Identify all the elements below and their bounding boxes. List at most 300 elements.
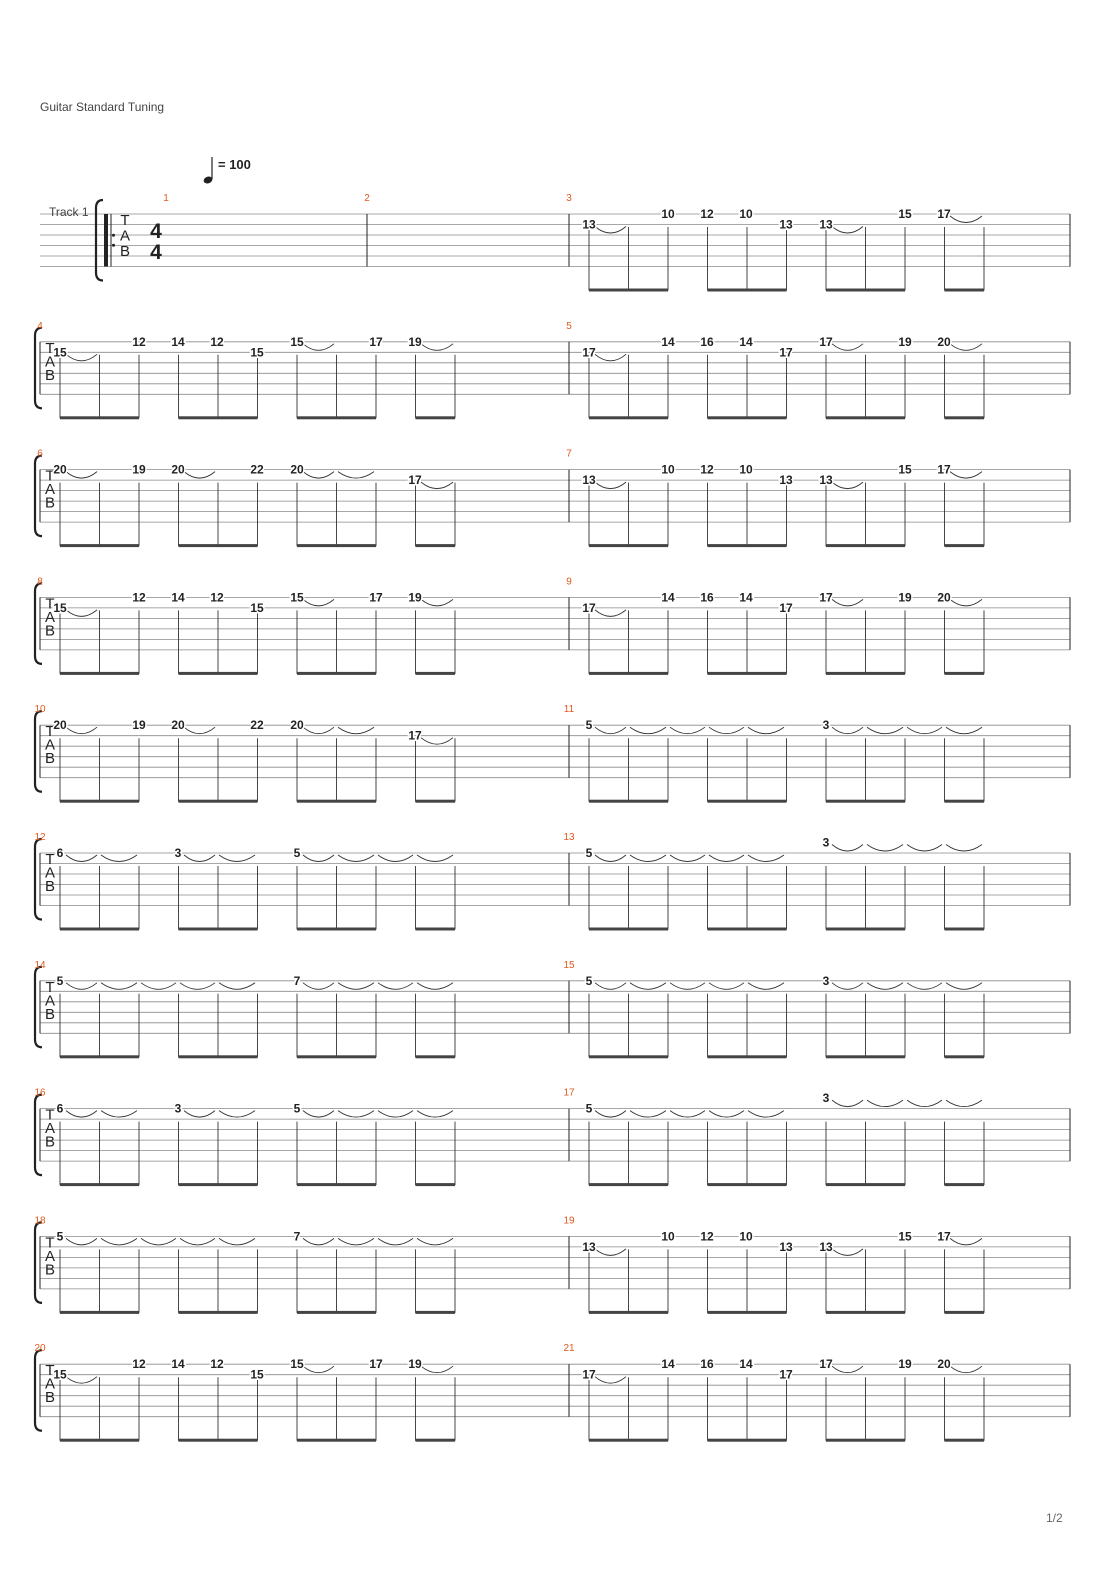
tab-clef-letter: A (44, 736, 56, 754)
measure (34, 960, 457, 1059)
fret-number: 13 (582, 217, 596, 232)
beam (945, 1311, 985, 1314)
fret-number: 13 (779, 1239, 793, 1254)
tab-clef-letter: A (44, 608, 56, 626)
beam (589, 1311, 668, 1314)
fret-number: 20 (53, 462, 67, 477)
tie-arc (421, 482, 453, 489)
staff-brace (35, 1095, 42, 1176)
fret-number: 14 (739, 590, 753, 605)
tie-arc (907, 1100, 942, 1107)
tab-clef-letter: T (45, 467, 55, 485)
staff-brace (35, 839, 42, 920)
beam (60, 800, 139, 803)
tie-arc (595, 610, 626, 617)
tab-clef-letter: A (44, 353, 56, 371)
track-name: Track 1 (49, 205, 89, 219)
measure-number: 7 (566, 448, 572, 460)
staff-brace (35, 967, 42, 1048)
tie-arc (950, 1238, 982, 1245)
beam (60, 672, 139, 675)
tie-arc (670, 1111, 705, 1118)
fret-number: 20 (937, 1357, 951, 1372)
tie-arc (670, 983, 705, 990)
tab-clef-letter: B (44, 366, 56, 384)
fret-number: 3 (174, 1101, 182, 1116)
beam (60, 1055, 139, 1058)
beam (179, 928, 258, 931)
fret-number: 17 (937, 462, 951, 477)
tie-arc (66, 1111, 97, 1118)
beam (297, 1311, 376, 1314)
tie-arc (630, 855, 666, 862)
tie-arc (66, 855, 97, 862)
beam (945, 1439, 985, 1442)
beam (297, 1183, 376, 1186)
tie-arc (66, 1377, 97, 1384)
fret-number: 19 (132, 718, 146, 733)
tab-clef-letter: T (45, 978, 55, 996)
fret-number: 17 (582, 600, 596, 615)
tie-arc (950, 1366, 982, 1373)
tie-arc (709, 727, 744, 734)
tie-arc (338, 855, 374, 862)
measure (34, 1088, 457, 1187)
tie-arc (595, 482, 626, 489)
fret-number: 17 (937, 207, 951, 221)
tie-arc (907, 983, 942, 990)
fret-number: 19 (132, 462, 146, 477)
tie-arc (950, 216, 982, 223)
beam (179, 1311, 258, 1314)
tie-arc (950, 472, 982, 479)
tie-arc (338, 727, 374, 734)
fret-number: 5 (293, 1101, 301, 1116)
fret-number: 14 (171, 334, 185, 349)
tab-clef-letter: A (44, 481, 56, 499)
tie-arc (946, 727, 982, 734)
beam (60, 928, 139, 931)
fret-number: 5 (585, 1101, 593, 1116)
measure (563, 1215, 986, 1314)
fret-number: 15 (250, 1367, 264, 1382)
tie-arc (832, 1249, 863, 1256)
measure (163, 193, 169, 204)
repeat-dot (112, 244, 115, 247)
fret-number: 19 (408, 334, 422, 349)
measure-number: 19 (563, 1215, 575, 1227)
fret-number: 14 (661, 590, 675, 605)
fret-number: 3 (174, 846, 182, 860)
measure-number: 10 (34, 704, 46, 716)
fret-number: 12 (132, 1357, 146, 1372)
beam (60, 544, 139, 547)
measure (564, 704, 986, 803)
tie-arc (709, 1111, 744, 1118)
fret-number: 17 (819, 334, 833, 349)
beam (826, 1439, 905, 1442)
measure-number: 16 (34, 1087, 46, 1099)
tab-clef-letter: T (45, 851, 55, 868)
tie-arc (748, 1111, 784, 1118)
fret-number: 15 (898, 1229, 912, 1244)
tab-clef-letter: B (44, 494, 56, 512)
tempo-text: = 100 (218, 157, 251, 172)
tie-arc (748, 727, 784, 734)
measure-number: 11 (563, 704, 575, 716)
tie-arc (946, 845, 982, 852)
tie-arc (417, 1111, 453, 1118)
tab-system (34, 1343, 1070, 1442)
beam (589, 1439, 668, 1442)
fret-number: 17 (369, 1357, 383, 1372)
fret-number: 6 (56, 846, 64, 860)
tie-arc (338, 1238, 374, 1245)
fret-number: 20 (53, 718, 67, 733)
tie-arc (184, 855, 215, 862)
beam (416, 416, 456, 419)
tab-system (34, 1088, 1070, 1187)
fret-number: 5 (56, 973, 64, 988)
beam (416, 544, 456, 547)
tab-clef-letter: B (44, 1389, 56, 1407)
tie-arc (141, 1238, 176, 1245)
beam (708, 544, 787, 547)
tie-arc (303, 727, 334, 734)
fret-number: 10 (661, 462, 675, 477)
tie-arc (303, 344, 334, 351)
tie-arc (670, 855, 705, 862)
tie-arc (709, 855, 744, 862)
staff-brace (96, 200, 103, 281)
tie-arc (595, 855, 626, 862)
tab-system (35, 321, 1070, 420)
tie-arc (867, 727, 903, 734)
tie-arc (946, 1100, 982, 1107)
tempo-marking (203, 157, 251, 185)
tie-arc (303, 855, 334, 862)
beam (589, 1055, 668, 1058)
tie-arc (378, 855, 413, 862)
measure (566, 321, 986, 420)
tab-system (40, 193, 1070, 292)
beam (945, 416, 985, 419)
tie-arc (421, 344, 453, 351)
fret-number: 19 (898, 334, 912, 349)
fret-number: 5 (585, 718, 593, 733)
fret-number: 15 (250, 345, 264, 360)
measure (563, 1343, 986, 1442)
tie-arc (184, 1111, 215, 1118)
fret-number: 22 (250, 462, 264, 477)
fret-number: 19 (898, 1357, 912, 1372)
tie-arc (303, 599, 334, 606)
measure-number: 18 (34, 1215, 46, 1227)
fret-number: 14 (739, 1357, 753, 1372)
tie-arc (832, 599, 863, 606)
fret-number: 15 (250, 600, 264, 615)
fret-number: 16 (700, 1357, 714, 1372)
measure (34, 832, 457, 931)
beam (826, 800, 905, 803)
staff-brace (35, 456, 42, 536)
tab-clef-letter: A (44, 1375, 56, 1393)
fret-number: 19 (408, 1357, 422, 1372)
tie-arc (303, 983, 334, 990)
time-signature-numerator: 4 (150, 220, 162, 243)
tab-system (34, 704, 1070, 803)
fret-number: 12 (210, 334, 224, 349)
tie-arc (595, 1377, 626, 1384)
measure-number: 15 (563, 959, 575, 971)
beam (297, 416, 376, 419)
fret-number: 17 (582, 345, 596, 360)
tie-arc (338, 1111, 374, 1118)
tab-clef-letter: B (44, 878, 56, 895)
beam (945, 289, 985, 292)
fret-number: 17 (779, 1367, 793, 1382)
tie-arc (338, 472, 374, 479)
fret-number: 15 (898, 207, 912, 221)
fret-number: 20 (937, 334, 951, 349)
beam (179, 1055, 258, 1058)
measure (563, 1088, 986, 1187)
tie-arc (595, 727, 626, 734)
fret-number: 14 (661, 1357, 675, 1372)
tie-arc (417, 855, 453, 862)
fret-number: 20 (937, 590, 951, 605)
tie-arc (832, 227, 863, 234)
beam (60, 1439, 139, 1442)
measure-number: 17 (563, 1087, 575, 1099)
tie-arc (66, 354, 97, 361)
tie-arc (219, 855, 255, 862)
tie-arc (832, 482, 863, 489)
fret-number: 3 (822, 973, 830, 988)
beam (945, 1055, 985, 1058)
staff-brace (35, 1222, 42, 1303)
tie-arc (303, 1366, 334, 1373)
tie-arc (66, 610, 97, 617)
beam (297, 800, 376, 803)
beam (589, 928, 668, 931)
measure-number: 13 (563, 832, 575, 843)
beam (708, 672, 787, 675)
tab-clef-letter: B (44, 750, 56, 768)
tab-clef-letter: T (45, 723, 55, 741)
measure (37, 449, 457, 547)
tie-arc (907, 727, 942, 734)
beam (826, 1055, 905, 1058)
beam (945, 800, 985, 803)
tie-arc (303, 1111, 334, 1118)
fret-number: 10 (739, 207, 753, 221)
fret-number: 17 (779, 600, 793, 615)
beam (826, 672, 905, 675)
tie-arc (417, 1238, 453, 1245)
beam (60, 1311, 139, 1314)
tie-arc (907, 845, 942, 852)
tab-clef-letter: T (45, 339, 55, 357)
beam (708, 1055, 787, 1058)
tab-clef-letter: T (45, 1106, 55, 1124)
measure-number: 5 (566, 320, 572, 332)
tie-arc (184, 727, 215, 734)
fret-number: 13 (779, 473, 793, 488)
measure (566, 576, 986, 675)
tie-arc (950, 599, 982, 606)
beam (416, 1439, 456, 1442)
tie-arc (867, 983, 903, 990)
tie-arc (101, 855, 137, 862)
beam (589, 289, 668, 292)
fret-number: 15 (290, 334, 304, 349)
tie-arc (219, 983, 255, 990)
measure (34, 704, 457, 803)
fret-number: 15 (53, 1367, 67, 1382)
fret-number: 15 (53, 345, 67, 360)
start-repeat-barline (104, 214, 108, 267)
beam (297, 672, 376, 675)
staff-brace (35, 328, 42, 409)
fret-number: 12 (700, 207, 714, 221)
tie-arc (378, 1238, 413, 1245)
tab-clef-letter: A (44, 992, 56, 1010)
tie-arc (141, 983, 176, 990)
tie-arc (66, 472, 97, 479)
tie-arc (595, 354, 626, 361)
tab-system (35, 449, 1070, 547)
tie-arc (946, 983, 982, 990)
tie-arc (184, 472, 215, 479)
tie-arc (378, 983, 413, 990)
tab-clef-letter: B (119, 243, 131, 260)
beam (416, 800, 456, 803)
tie-arc (219, 1111, 255, 1118)
fret-number: 10 (661, 207, 675, 221)
tab-clef-letter: T (120, 212, 130, 229)
fret-number: 20 (171, 462, 185, 477)
fret-number: 17 (408, 473, 422, 488)
measure (34, 1343, 457, 1442)
tie-arc (180, 1238, 215, 1245)
tie-arc (338, 983, 374, 990)
fret-number: 12 (132, 334, 146, 349)
fret-number: 17 (369, 590, 383, 605)
fret-number: 3 (822, 1091, 830, 1106)
tie-arc (832, 983, 863, 990)
beam (589, 800, 668, 803)
tab-clef-letter: T (45, 1234, 55, 1252)
measure (566, 193, 986, 292)
fret-number: 17 (819, 1357, 833, 1372)
tie-arc (709, 983, 744, 990)
fret-number: 10 (739, 462, 753, 477)
measure (563, 832, 986, 931)
beam (297, 544, 376, 547)
fret-number: 13 (779, 217, 793, 232)
beam (179, 1183, 258, 1186)
fret-number: 13 (582, 1239, 596, 1254)
tie-arc (867, 1100, 903, 1107)
fret-number: 5 (585, 973, 593, 988)
page-number: 1/2 (1046, 1511, 1063, 1525)
tie-arc (832, 1100, 863, 1107)
measure (37, 321, 457, 420)
tie-arc (417, 983, 453, 990)
beam (945, 928, 985, 931)
tab-system (35, 576, 1070, 675)
beam (826, 928, 905, 931)
tab-clef-letter: B (44, 1133, 56, 1151)
fret-number: 14 (171, 1357, 185, 1372)
beam (60, 416, 139, 419)
measure (563, 960, 986, 1059)
beam (179, 800, 258, 803)
tie-arc (303, 472, 334, 479)
fret-number: 20 (290, 718, 304, 733)
beam (708, 928, 787, 931)
tie-arc (630, 727, 666, 734)
fret-number: 17 (408, 728, 422, 743)
fret-number: 20 (171, 718, 185, 733)
tab-clef-letter: A (44, 1247, 56, 1265)
beam (826, 544, 905, 547)
beam (297, 928, 376, 931)
fret-number: 19 (408, 590, 422, 605)
tie-arc (595, 983, 626, 990)
tab-clef-letter: A (119, 227, 131, 245)
measure-number: 8 (37, 576, 43, 588)
fret-number: 15 (53, 600, 67, 615)
measure-number: 2 (364, 193, 370, 204)
beam (708, 289, 787, 292)
beam (708, 800, 787, 803)
beam (60, 1183, 139, 1186)
beam (826, 289, 905, 292)
fret-number: 12 (210, 590, 224, 605)
tab-system (34, 1215, 1070, 1314)
measure-number: 9 (566, 576, 572, 588)
fret-number: 16 (700, 590, 714, 605)
fret-number: 15 (290, 590, 304, 605)
fret-number: 15 (898, 462, 912, 477)
beam (416, 1055, 456, 1058)
tie-arc (303, 1238, 334, 1245)
fret-number: 12 (700, 1229, 714, 1244)
fret-number: 13 (582, 473, 596, 488)
measure-number: 12 (34, 832, 46, 843)
fret-number: 14 (171, 590, 185, 605)
tab-clef-letter: B (44, 1261, 56, 1279)
measure-number: 20 (34, 1343, 46, 1355)
beam (589, 416, 668, 419)
fret-number: 15 (290, 1357, 304, 1372)
tie-arc (219, 1238, 255, 1245)
fret-number: 3 (822, 718, 830, 733)
beam (179, 544, 258, 547)
tie-arc (832, 845, 863, 852)
beam (826, 1183, 905, 1186)
tie-arc (101, 983, 137, 990)
repeat-dot (112, 234, 115, 237)
fret-number: 6 (56, 1101, 64, 1116)
fret-number: 16 (700, 334, 714, 349)
tie-arc (595, 227, 626, 234)
fret-number: 5 (585, 846, 593, 860)
beam (945, 544, 985, 547)
beam (179, 1439, 258, 1442)
